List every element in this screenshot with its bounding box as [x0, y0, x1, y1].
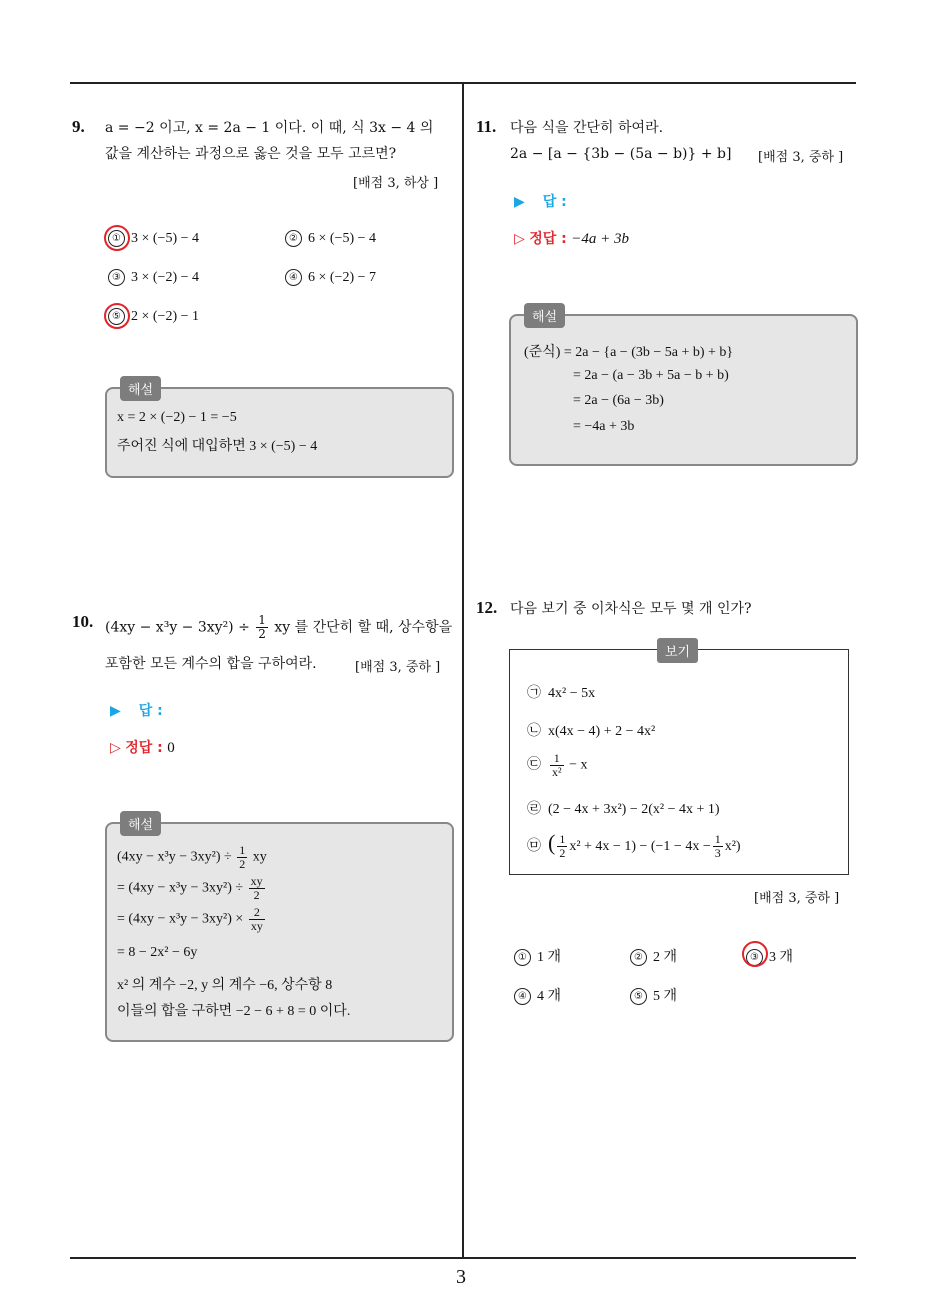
- q12-item-e-mark: ㉤: [527, 839, 541, 854]
- q11-exp-line4: = −4a + 3b: [573, 419, 635, 434]
- q10-correct-value: 0: [167, 740, 175, 756]
- q9-choice-3-num: ③: [108, 269, 125, 286]
- q10-correct-answer: [110, 737, 175, 757]
- page-number: 3: [456, 1266, 466, 1288]
- q12-item-d: [527, 798, 720, 818]
- q10-answer-label: 답 :: [138, 703, 163, 719]
- q10-text-line1-b: xy 를 간단히 할 때, 상수항을: [274, 619, 453, 636]
- q12-answer-mark-3: [742, 941, 768, 967]
- q12-item-a-expr: 4x² − 5x: [548, 686, 596, 701]
- q10-answer-field[interactable]: [110, 700, 163, 720]
- q10-exp-line2-a: = (4xy − x³y − 3xy²) ÷: [117, 880, 244, 896]
- q12-item-c-den: x²: [552, 765, 562, 779]
- q12-item-b-mark: ㉡: [527, 724, 541, 739]
- q11-explanation-box: [509, 314, 858, 466]
- q10-exp-line4: = 8 − 2x² − 6y: [117, 945, 198, 960]
- play-icon: ▶: [514, 194, 525, 210]
- q12-item-e-n1: 1: [559, 832, 566, 847]
- q12-item-e-frac2: [713, 833, 723, 860]
- q11-number: 11.: [476, 117, 497, 136]
- q12-item-c-mark: ㉢: [527, 757, 541, 773]
- q10-number: 10.: [72, 612, 94, 631]
- q10-frac-den: 2: [258, 627, 266, 641]
- q10-exp-frac3-num: 2: [249, 906, 265, 920]
- q12-choice-5[interactable]: [630, 985, 677, 1005]
- q9-choice-1-num: ①: [108, 230, 125, 247]
- q10-text-line1-a: (4xy − x³y − 3xy²) ÷: [105, 619, 250, 636]
- q9-choice-2-num: ②: [285, 230, 302, 247]
- q9-choice-5-text: 2 × (−2) − 1: [131, 309, 200, 324]
- q9-choice-4-text: 6 × (−2) − 7: [308, 270, 377, 285]
- q12-item-b: [527, 720, 655, 740]
- q12-choice-5-text: 5 개: [653, 989, 678, 1004]
- q12-item-e-paren: (: [548, 830, 556, 855]
- q12-item-e-n2: 1: [714, 832, 721, 847]
- q12-choice-2[interactable]: [630, 946, 677, 966]
- q12-item-e-d2: 3: [714, 846, 721, 861]
- q9-choice-3-text: 3 × (−2) − 4: [131, 270, 200, 285]
- q12-choice-1-num: ①: [514, 949, 531, 966]
- q12-bogi-label: 보기: [657, 638, 698, 663]
- q12-text-line1: 다음 보기 중 이차식은 모두 몇 개 인가?: [510, 601, 752, 617]
- q12-item-e-end: x²): [724, 839, 741, 854]
- q11-explanation-label: 해설: [524, 303, 565, 328]
- q10-exp-frac1: [237, 844, 247, 871]
- q10-exp-frac1-den: 2: [239, 857, 246, 871]
- q10-fraction: [256, 614, 268, 641]
- q11-exp-line3: = 2a − (6a − 3b): [573, 393, 664, 408]
- q10-exp-line2: [117, 875, 267, 902]
- q12-number: 12.: [476, 598, 498, 617]
- q11-score: [배점 3, 중하 ]: [758, 150, 844, 165]
- q11-correct-label: 정답 :: [529, 231, 567, 247]
- q12-choice-4-text: 4 개: [537, 989, 562, 1004]
- q10-exp-frac2: [249, 875, 265, 902]
- q11-correct-value: −4a + 3b: [571, 231, 629, 247]
- q9-choice-5-num: ⑤: [108, 308, 125, 325]
- q12-item-c-num: 1: [550, 752, 564, 766]
- triangle-outline-icon: ▷: [514, 231, 525, 247]
- q9-choice-1-text: 3 × (−5) − 4: [131, 231, 200, 246]
- q12-choice-3-text: 3 개: [769, 950, 794, 965]
- q12-choice-3-num: ③: [746, 949, 763, 966]
- q12-choice-4-num: ④: [514, 988, 531, 1005]
- q9-text-line1: a = −2 이고, x = 2a − 1 이다. 이 때, 식 3x − 4 의: [105, 120, 434, 136]
- q12-choice-1-text: 1 개: [537, 950, 562, 965]
- q11-correct-answer: [514, 228, 629, 248]
- q11-expression: 2a − [a − {3b − (5a − b)} + b]: [510, 146, 732, 162]
- q12-item-a-mark: ㉠: [527, 686, 541, 701]
- q10-exp-line3: [117, 906, 267, 933]
- q9-text-line2: 값을 계산하는 과정으로 옳은 것을 모두 고르면?: [105, 146, 397, 162]
- q9-number: 9.: [72, 117, 85, 136]
- q12-item-e: [527, 830, 741, 860]
- q9-answer-mark-5: [104, 303, 130, 329]
- q10-exp-line5: x² 의 계수 −2, y 의 계수 −6, 상수항 8: [117, 978, 333, 993]
- q11-exp-line2: = 2a − (a − 3b + 5a − b + b): [573, 368, 729, 383]
- q12-item-e-mid: x² + 4x − 1) − (−1 − 4x −: [569, 839, 711, 854]
- q12-item-b-expr: x(4x − 4) + 2 − 4x²: [548, 724, 656, 739]
- q10-exp-line3-a: = (4xy − x³y − 3xy²) ×: [117, 911, 244, 927]
- q12-choice-4[interactable]: [514, 985, 561, 1005]
- q9-choice-3[interactable]: [108, 269, 199, 286]
- triangle-outline-icon: ▷: [110, 740, 121, 756]
- q10-exp-line1-b: xy: [252, 849, 267, 865]
- q10-exp-line6: 이들의 합을 구하면 −2 − 6 + 8 = 0 이다.: [117, 1004, 351, 1019]
- q11-exp-line1: (준식) = 2a − {a − (3b − 5a + b) + b}: [524, 345, 734, 360]
- q11-answer-label: 답 :: [542, 194, 567, 210]
- q10-explanation-label: 해설: [120, 811, 161, 836]
- q12-item-e-d1: 2: [559, 846, 566, 861]
- q10-correct-label: 정답 :: [125, 740, 163, 756]
- q12-choice-2-num: ②: [630, 949, 647, 966]
- q12-item-d-expr: (2 − 4x + 3x²) − 2(x² − 4x + 1): [548, 802, 720, 817]
- q10-text-line1: [105, 614, 452, 641]
- q9-choice-2-text: 6 × (−5) − 4: [308, 231, 377, 246]
- q10-exp-frac2-den: 2: [253, 888, 260, 902]
- q10-exp-line1-a: (4xy − x³y − 3xy²) ÷: [117, 849, 232, 865]
- q9-explanation-label: 해설: [120, 376, 161, 401]
- q12-score: [배점 3, 중하 ]: [754, 891, 840, 906]
- column-divider: [462, 83, 464, 1258]
- q10-exp-frac2-num: xy: [250, 874, 263, 888]
- q10-exp-line1: [117, 844, 267, 871]
- q12-item-e-frac1: [557, 833, 567, 860]
- q12-item-c-frac: [550, 752, 564, 779]
- q10-score: [배점 3, 중하 ]: [355, 660, 441, 675]
- q10-frac-num: 1: [258, 613, 266, 627]
- q10-exp-frac1-num: 1: [239, 843, 246, 857]
- q10-exp-frac3-den: xy: [250, 919, 263, 933]
- q11-answer-field[interactable]: [514, 191, 567, 211]
- q12-choice-1[interactable]: [514, 946, 561, 966]
- q12-choice-2-text: 2 개: [653, 950, 678, 965]
- q12-item-c-rest: − x: [569, 757, 588, 773]
- q12-item-c: [527, 752, 588, 779]
- q9-score: [배점 3, 하상 ]: [353, 176, 439, 191]
- q9-choice-2[interactable]: [285, 230, 376, 247]
- q9-explanation-line2: 주어진 식에 대입하면 3 × (−5) − 4: [117, 439, 318, 454]
- q12-item-a: [527, 682, 595, 702]
- q9-explanation-line1: x = 2 × (−2) − 1 = −5: [117, 410, 237, 425]
- q9-answer-mark-1: [104, 225, 130, 251]
- q11-text-line1: 다음 식을 간단히 하여라.: [510, 120, 664, 136]
- q12-item-d-mark: ㉣: [527, 802, 541, 817]
- q9-choice-4[interactable]: [285, 269, 376, 286]
- bottom-rule: [70, 1257, 856, 1259]
- q12-choice-5-num: ⑤: [630, 988, 647, 1005]
- play-icon: ▶: [110, 703, 121, 719]
- q10-exp-frac3: [249, 906, 265, 933]
- q10-text-line2: 포함한 모든 계수의 합을 구하여라.: [105, 656, 317, 672]
- q9-choice-4-num: ④: [285, 269, 302, 286]
